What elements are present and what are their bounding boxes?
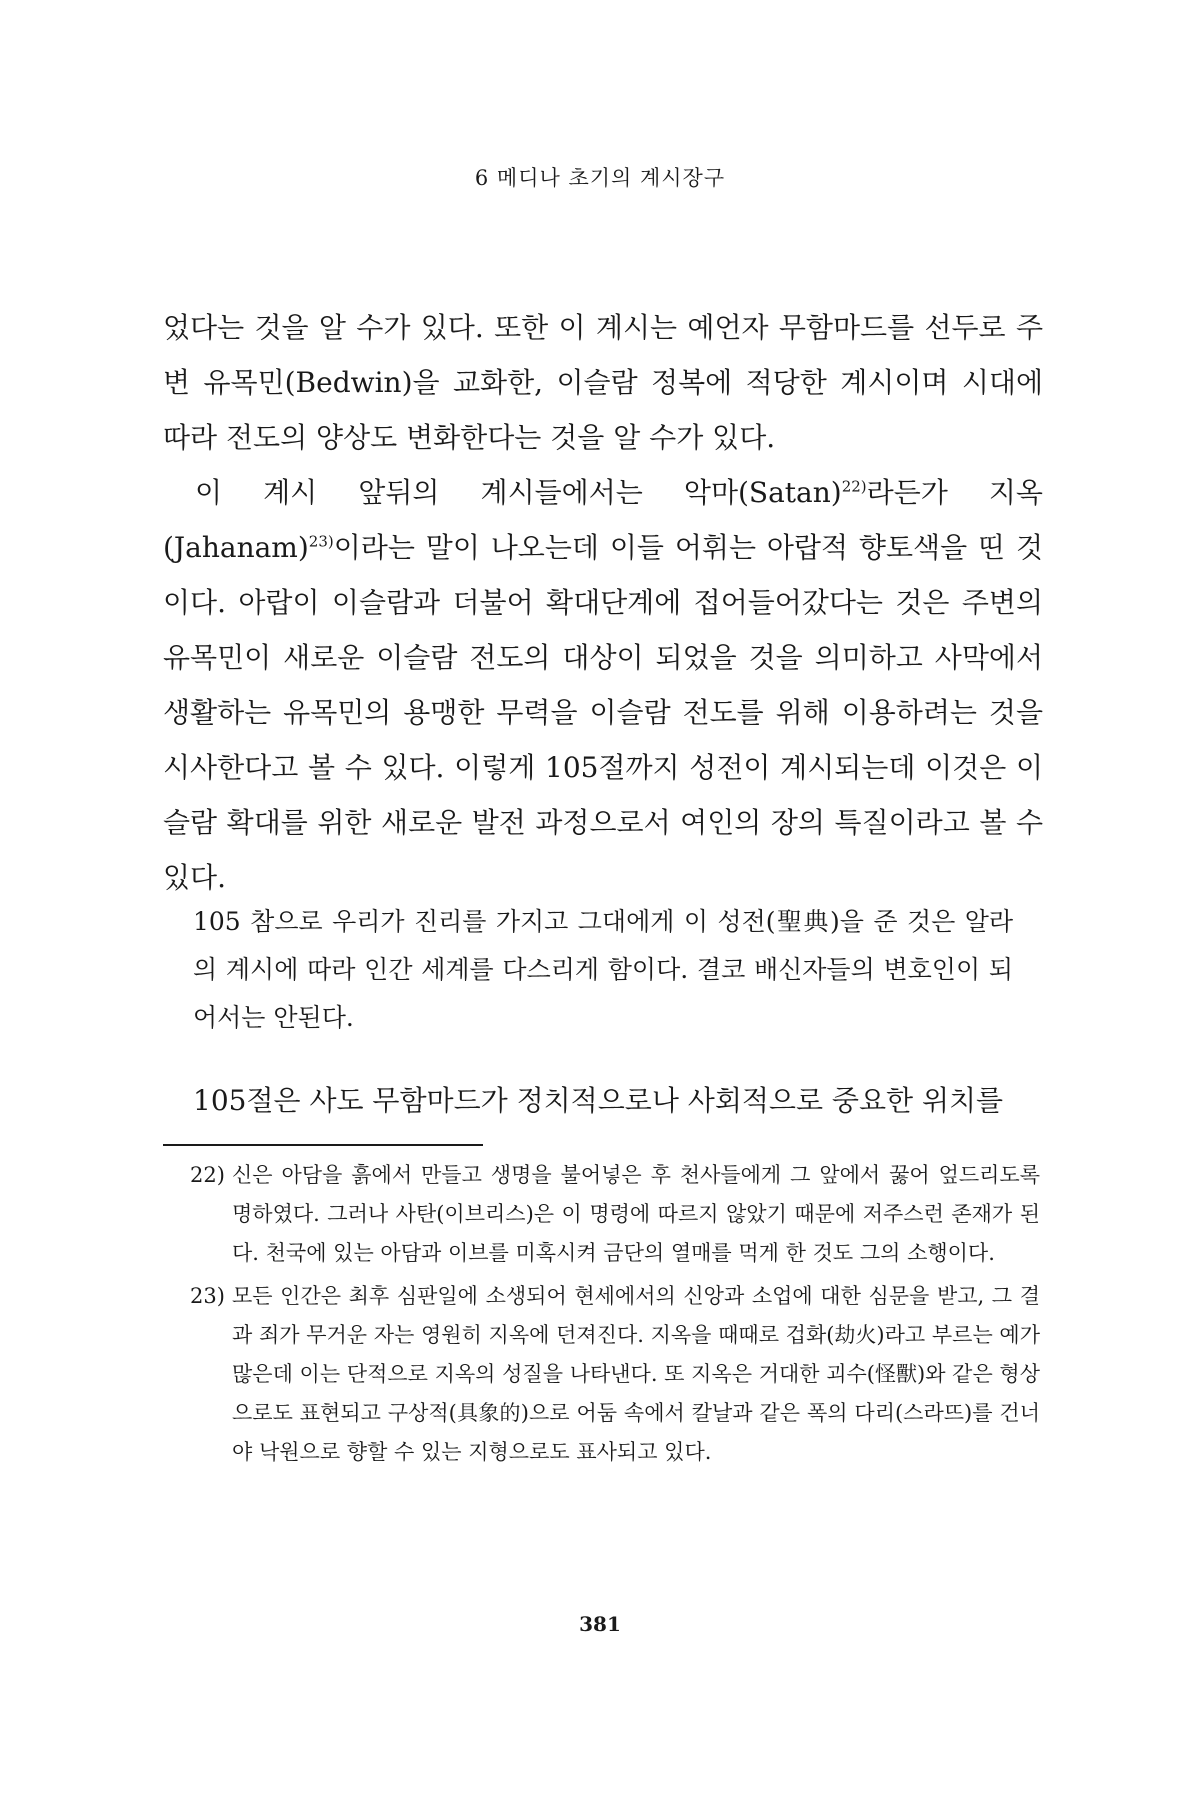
page-number: 381	[579, 1612, 621, 1636]
footnote-ref-22[interactable]: 22)	[841, 477, 867, 496]
footnote-text: 신은 아담을 흙에서 만들고 생명을 불어넣은 후 천사들에게 그 앞에서 꿇어 엎드리도록 명하였다. 그러나 사탄(이브리스)은 이 명령에 따르지 않았기 때문에 저주스런 존재가 된다. 천국에 있는 아담과 이브를 미혹시켜 금단의 열매를 먹게 한 것도 그의 소행이다.	[232, 1163, 1040, 1265]
footnote-text: 모든 인간은 최후 심판일에 소생되어 현세에서의 신앙과 소업에 대한 심문을 받고, 그 결과 죄가 무거운 자는 영원히 지옥에 던져진다. 지옥을 때때로 겁화(劫火)라고 부르는 예가 많은데 이는 단적으로 지옥의 성질을 나타낸다. 또 지옥은 거대한 괴수(怪獸)와 같은 형상으로도 표현되고 구상적(具象的)으로 어둠 속에서 칼날과 같은 폭의 다리(스라뜨)를 건너야 낙원으로 향할 수 있는 지형으로도 표사되고 있다.	[232, 1284, 1040, 1464]
footnotes	[190, 1156, 1040, 1476]
footnote-divider	[163, 1144, 483, 1146]
paragraph-2-part-a: 이 계시 앞뒤의 계시들에서는 악마(Satan)	[195, 476, 842, 509]
running-header: 6 메디나 초기의 계시장구	[474, 166, 726, 190]
verse-text: 105 참으로 우리가 진리를 가지고 그대에게 이 성전(聖典)을 준 것은 알라의 계시에 따라 인간 세계를 다스리게 함이다. 결코 배신자들의 변호인이 되어서는 안된다.	[193, 907, 1013, 1032]
paragraph-2-part-b: 라든가 지옥(Jahanam)	[163, 476, 1043, 564]
paragraph-3: 105절은 사도 무함마드가 정치적으로나 사회적으로 중요한 위치를	[193, 1084, 1004, 1117]
paragraph-2-part-c: 이라는 말이 나오는데 이들 어휘는 아랍적 향토색을 띤 것이다. 아랍이 이슬람과 더불어 확대단계에 접어들어갔다는 것은 주변의 유목민이 새로운 이슬람 전도의 대상이 되었을 것을 의미하고 사막에서 생활하는 유목민의 용맹한 무력을 이슬람 전도를 위해 이용하려는 것을 시사한다고 볼 수 있다. 이렇게 105절까지 성전이 계시되는데 이것은 이슬람 확대를 위한 새로운 발전 과정으로서 여인의 장의 특질이라고 볼 수 있다.	[163, 531, 1043, 894]
footnote-number: 23)	[190, 1284, 225, 1308]
footnote-23	[190, 1277, 1040, 1472]
paragraph-2	[163, 465, 1043, 905]
footnote-number: 22)	[190, 1163, 225, 1187]
continuation-text	[193, 1073, 1043, 1128]
footnote-22	[190, 1156, 1040, 1273]
verse-quote	[193, 898, 1013, 1042]
paragraph-1: 었다는 것을 알 수가 있다. 또한 이 계시는 예언자 무함마드를 선두로 주변 유목민(Bedwin)을 교화한, 이슬람 정복에 적당한 계시이며 시대에 따라 전도의 양상도 변화한다는 것을 알 수가 있다.	[163, 311, 1043, 454]
main-text	[163, 300, 1043, 905]
footnote-ref-23[interactable]: 23)	[308, 532, 334, 551]
